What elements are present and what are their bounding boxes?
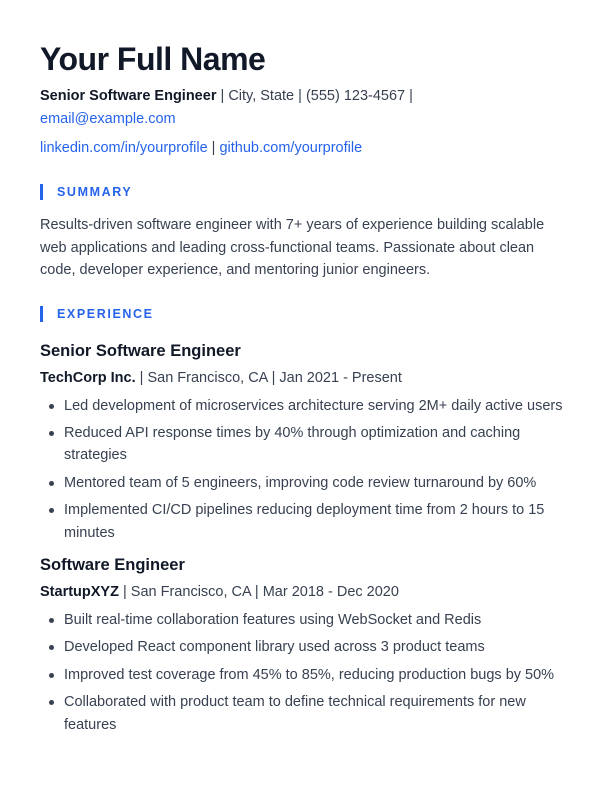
email-link[interactable]: email@example.com xyxy=(40,111,176,127)
experience-heading: EXPERIENCE xyxy=(40,306,572,322)
separator: | xyxy=(220,88,225,104)
linkedin-link[interactable]: linkedin.com/in/yourprofile xyxy=(40,140,208,156)
bullet-item: Mentored team of 5 engineers, improving code review turnaround by 60% xyxy=(64,472,572,495)
separator: | xyxy=(409,88,413,104)
separator: | xyxy=(139,369,144,386)
company-name: StartupXYZ xyxy=(40,584,119,601)
job-title: Senior Software Engineer xyxy=(40,341,241,360)
job-bullets xyxy=(40,395,572,545)
job-meta xyxy=(40,581,572,603)
company-name: TechCorp Inc. xyxy=(40,369,136,386)
bullet-item: Reduced API response times by 40% through optimization and caching strategies xyxy=(64,422,572,467)
job-dates: Jan 2021 - Present xyxy=(279,369,402,386)
job-dates: Mar 2018 - Dec 2020 xyxy=(262,584,399,601)
separator: | xyxy=(122,584,127,601)
separator: | xyxy=(271,369,276,386)
bullet-item: Collaborated with product team to define technical requirements for new features xyxy=(64,691,572,736)
bullet-item: Developed React component library used across 3 product teams xyxy=(64,636,572,659)
github-link[interactable]: github.com/yourprofile xyxy=(219,140,363,156)
location-text: City, State xyxy=(228,88,295,104)
bullet-item: Improved test coverage from 45% to 85%, reducing production bugs by 50% xyxy=(64,664,572,687)
job-title: Software Engineer xyxy=(40,556,185,575)
bullet-item: Implemented CI/CD pipelines reducing deployment time from 2 hours to 15 minutes xyxy=(64,499,572,544)
summary-heading: SUMMARY xyxy=(40,184,572,200)
job-bullets xyxy=(40,609,572,736)
job-location: San Francisco, CA xyxy=(130,584,251,601)
contact-line-links xyxy=(40,137,572,160)
separator: | xyxy=(211,140,216,156)
bullet-item: Built real-time collaboration features using WebSocket and Redis xyxy=(64,609,572,632)
job-title-headline: Senior Software Engineer xyxy=(40,88,217,104)
full-name: Your Full Name xyxy=(40,41,266,77)
job-meta xyxy=(40,367,572,389)
separator: | xyxy=(254,584,259,601)
job-location: San Francisco, CA xyxy=(147,369,268,386)
summary-text: Results-driven software engineer with 7+ years of experience building scalable web applications and leading cross-functional teams. Passionate about clean code, developer experience, and mentoring junior engineers. xyxy=(40,217,545,278)
resume-page xyxy=(40,38,572,741)
bullet-item: Led development of microservices architecture serving 2M+ daily active users xyxy=(64,395,572,418)
separator: | xyxy=(298,88,302,104)
contact-line-primary xyxy=(40,85,572,131)
phone-text: (555) 123-4567 xyxy=(305,88,406,104)
